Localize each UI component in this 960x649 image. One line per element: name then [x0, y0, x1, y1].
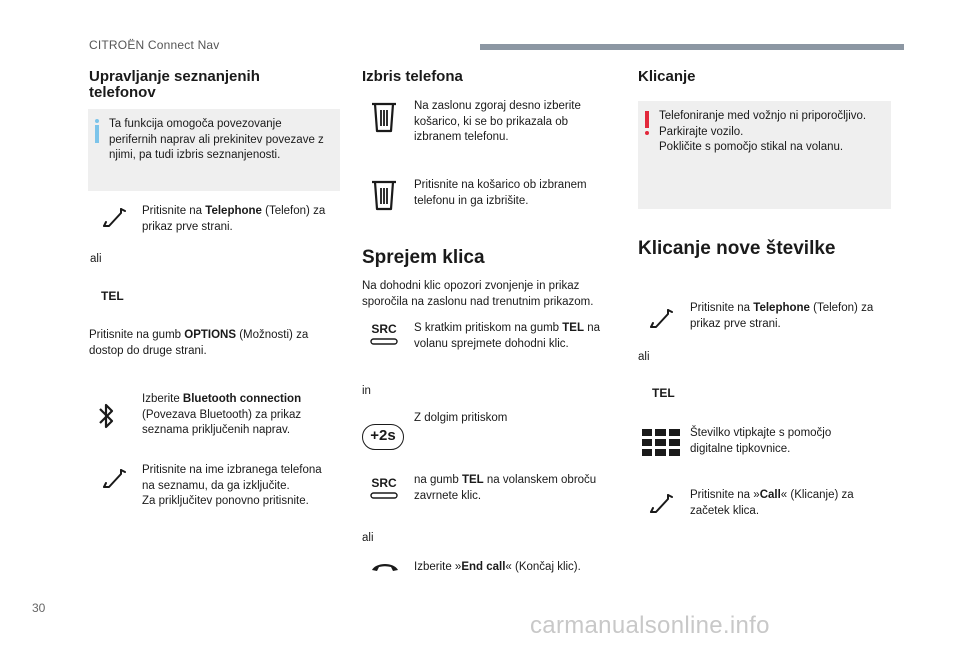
step-options: Pritisnite na gumb OPTIONS (Možnosti) za dostop do druge strani.: [89, 329, 309, 357]
in-label: in: [362, 385, 371, 397]
page-number: 30: [32, 601, 46, 615]
src-button-icon: SRC: [366, 322, 402, 352]
step-end-call: Izberite »End call« (Končaj klic).: [414, 561, 581, 573]
section-title-manage: Upravljanje seznanjenih telefonov: [89, 68, 260, 101]
trash-icon: [370, 179, 398, 211]
step-telephone: Pritisnite na Telephone (Telefon) za prikaz prve strani.: [690, 302, 874, 330]
bluetooth-icon: [97, 401, 115, 431]
tel-button-label: TEL: [101, 289, 124, 303]
watermark: carmanualsonline.info: [530, 612, 770, 639]
step-call: Pritisnite na »Call« (Klicanje) za začetek klica.: [690, 489, 854, 517]
delete-step-1: Na zaslonu zgoraj desno izberite košarico, ki se bo prikazala ob izbranem telefonu.: [414, 100, 581, 143]
phone-handset-icon: [648, 306, 674, 332]
phone-handset-icon: [101, 466, 127, 492]
section-title-calling: Klicanje: [638, 68, 696, 85]
section-title-delete: Izbris telefona: [362, 68, 463, 85]
trash-icon: [370, 101, 398, 133]
step-short-press: S kratkim pritiskom na gumb TEL na volanu sprejmete dohodni klic.: [414, 322, 600, 350]
warning-note: Telefoniranje med vožnjo ni priporočljivo. Parkirajte vozilo. Pokličite s pomočjo stikal na volanu.: [638, 101, 891, 209]
hang-up-icon: [370, 560, 400, 574]
phone-handset-icon: [648, 491, 674, 517]
step-long-press: Z dolgim pritiskom: [414, 412, 508, 424]
section-title-receive: Sprejem klica: [362, 247, 485, 268]
info-icon: [95, 119, 99, 143]
section-title-new-number: Klicanje nove številke: [638, 238, 836, 259]
step-keypad: Številko vtipkajte s pomočjo digitalne tipkovnice.: [690, 427, 832, 455]
long-press-icon: +2s: [362, 424, 404, 450]
or-label: ali: [638, 351, 650, 363]
info-note: Ta funkcija omogoča povezovanje perifernih naprav ali prekinitev povezave z njimi, pa tudi izbris seznanjenosti.: [88, 109, 340, 191]
or-label: ali: [362, 532, 374, 544]
phone-handset-icon: [101, 205, 127, 231]
receive-intro: Na dohodni klic opozori zvonjenje in prikaz sporočila na zaslonu nad trenutnim prikazom.: [362, 280, 594, 308]
or-label: ali: [90, 253, 102, 265]
delete-step-2: Pritisnite na košarico ob izbranem telefonu in ga izbrišite.: [414, 179, 587, 207]
warning-icon: [645, 111, 649, 135]
step-reject: na gumb TEL na volanskem obroču zavrnete klic.: [414, 474, 597, 502]
header-title: CITROËN Connect Nav: [89, 38, 220, 52]
header-bar: [480, 44, 904, 50]
step-bluetooth: Izberite Bluetooth connection (Povezava Bluetooth) za prikaz seznama priključenih naprav.: [142, 393, 302, 436]
step-disconnect: Pritisnite na ime izbranega telefona na seznamu, da ga izključite. Za priključitev ponovno pritisnite.: [142, 464, 322, 507]
tel-button-label: TEL: [652, 386, 675, 400]
keypad-icon: [642, 429, 680, 457]
step-telephone: Pritisnite na Telephone (Telefon) za prikaz prve strani.: [142, 205, 326, 233]
src-button-icon: SRC: [366, 476, 402, 506]
